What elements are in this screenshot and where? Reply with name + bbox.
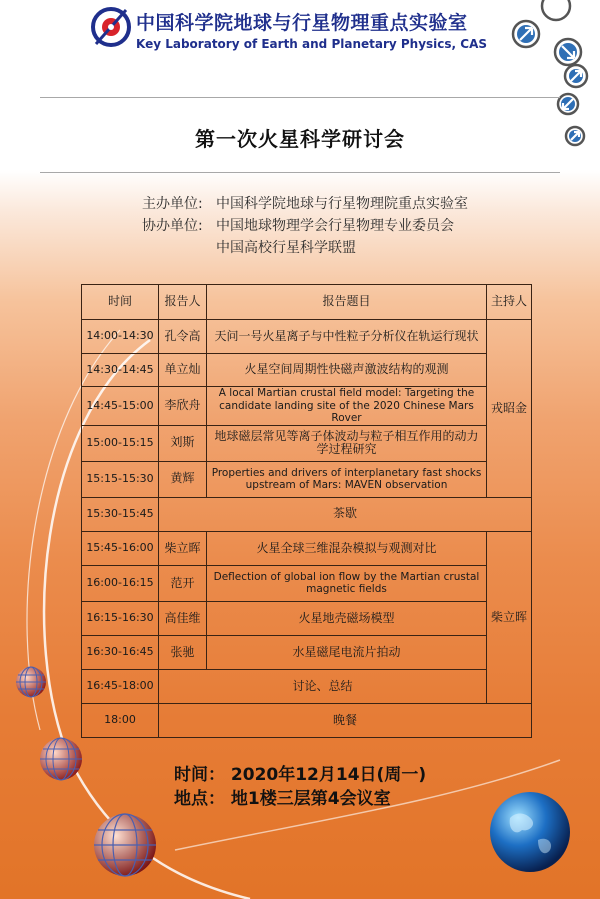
table-row <box>82 387 532 426</box>
row-time: 15:45-16:00 <box>82 531 159 565</box>
table-row <box>82 669 532 703</box>
row-time: 16:30-16:45 <box>82 635 159 669</box>
row-topic: A local Martian crustal field model: Targeting the candidate landing site of the 2020 Chinese Mars Rover <box>207 387 487 426</box>
row-time: 18:00 <box>82 703 159 737</box>
row-time: 14:45-15:00 <box>82 387 159 426</box>
org-name-cn: 中国科学院地球与行星物理重点实验室 <box>136 12 468 34</box>
host-session-1: 戎昭金 <box>487 320 532 498</box>
table-header-row <box>82 285 532 320</box>
table-row-dinner <box>82 703 532 737</box>
header-topic: 报告题目 <box>207 285 487 320</box>
row-time: 15:30-15:45 <box>82 497 159 531</box>
row-topic: Deflection of global ion flow by the Martian crustal magnetic fields <box>207 565 487 601</box>
row-speaker: 单立灿 <box>159 354 207 387</box>
header-divider <box>40 97 560 98</box>
table-row <box>82 461 532 497</box>
row-speaker: 刘斯 <box>159 425 207 461</box>
dinner-cell: 晚餐 <box>159 703 532 737</box>
table-row <box>82 601 532 635</box>
row-time: 16:00-16:15 <box>82 565 159 601</box>
row-speaker: 张驰 <box>159 635 207 669</box>
row-topic: Properties and drivers of interplanetary fast shocks upstream of Mars: MAVEN observation <box>207 461 487 497</box>
host-session-2: 柴立晖 <box>487 531 532 703</box>
org-name-en: Key Laboratory of Earth and Planetary Physics, CAS <box>136 37 488 51</box>
host-org-value: 中国科学院地球与行星物理院重点实验室 <box>216 196 468 212</box>
row-time: 15:15-15:30 <box>82 461 159 497</box>
title-divider <box>40 172 560 173</box>
event-time: 时间： 2020年12月14日(周一) <box>174 765 427 785</box>
medium-globe-icon <box>38 736 84 782</box>
row-topic: 水星磁尾电流片拍动 <box>207 635 487 669</box>
row-time: 15:00-15:15 <box>82 425 159 461</box>
schedule-table <box>81 284 532 738</box>
row-speaker: 范开 <box>159 565 207 601</box>
row-speaker: 李欣舟 <box>159 387 207 426</box>
row-time: 14:00-14:30 <box>82 320 159 354</box>
discussion-cell: 讨论、总结 <box>159 669 487 703</box>
co-org-value-2: 中国高校行星科学联盟 <box>216 240 356 256</box>
event-title: 第一次火星科学研讨会 <box>195 127 405 151</box>
table-row <box>82 354 532 387</box>
row-topic: 火星地壳磁场模型 <box>207 601 487 635</box>
row-speaker: 高佳维 <box>159 601 207 635</box>
row-topic: 地球磁层常见等离子体波动与粒子相互作用的动力学过程研究 <box>207 425 487 461</box>
row-topic: 天问一号火星离子与中性粒子分析仪在轨运行现状 <box>207 320 487 354</box>
row-speaker: 柴立晖 <box>159 531 207 565</box>
table-row <box>82 565 532 601</box>
header-host: 主持人 <box>487 285 532 320</box>
table-row <box>82 320 532 354</box>
row-speaker: 黄辉 <box>159 461 207 497</box>
host-org-label: 主办单位: <box>142 196 203 212</box>
row-time: 16:15-16:30 <box>82 601 159 635</box>
table-row <box>82 635 532 669</box>
row-topic: 火星空间周期性快磁声激波结构的观测 <box>207 354 487 387</box>
row-topic: 火星全球三维混杂模拟与观测对比 <box>207 531 487 565</box>
table-row <box>82 531 532 565</box>
row-time: 14:30-14:45 <box>82 354 159 387</box>
row-time: 16:45-18:00 <box>82 669 159 703</box>
table-row <box>82 425 532 461</box>
large-globe-icon <box>92 812 158 878</box>
co-org-label: 协办单位: <box>142 218 203 234</box>
header-speaker: 报告人 <box>159 285 207 320</box>
earth-globe-icon <box>488 790 572 874</box>
header-time: 时间 <box>82 285 159 320</box>
co-org-value-1: 中国地球物理学会行星物理专业委员会 <box>216 218 454 234</box>
event-location: 地点： 地1楼三层第4会议室 <box>174 789 391 809</box>
small-globe-icon <box>14 665 48 699</box>
row-speaker: 孔令高 <box>159 320 207 354</box>
cas-lab-logo <box>90 6 132 48</box>
table-row-break <box>82 497 532 531</box>
tea-break-cell: 茶歇 <box>159 497 532 531</box>
